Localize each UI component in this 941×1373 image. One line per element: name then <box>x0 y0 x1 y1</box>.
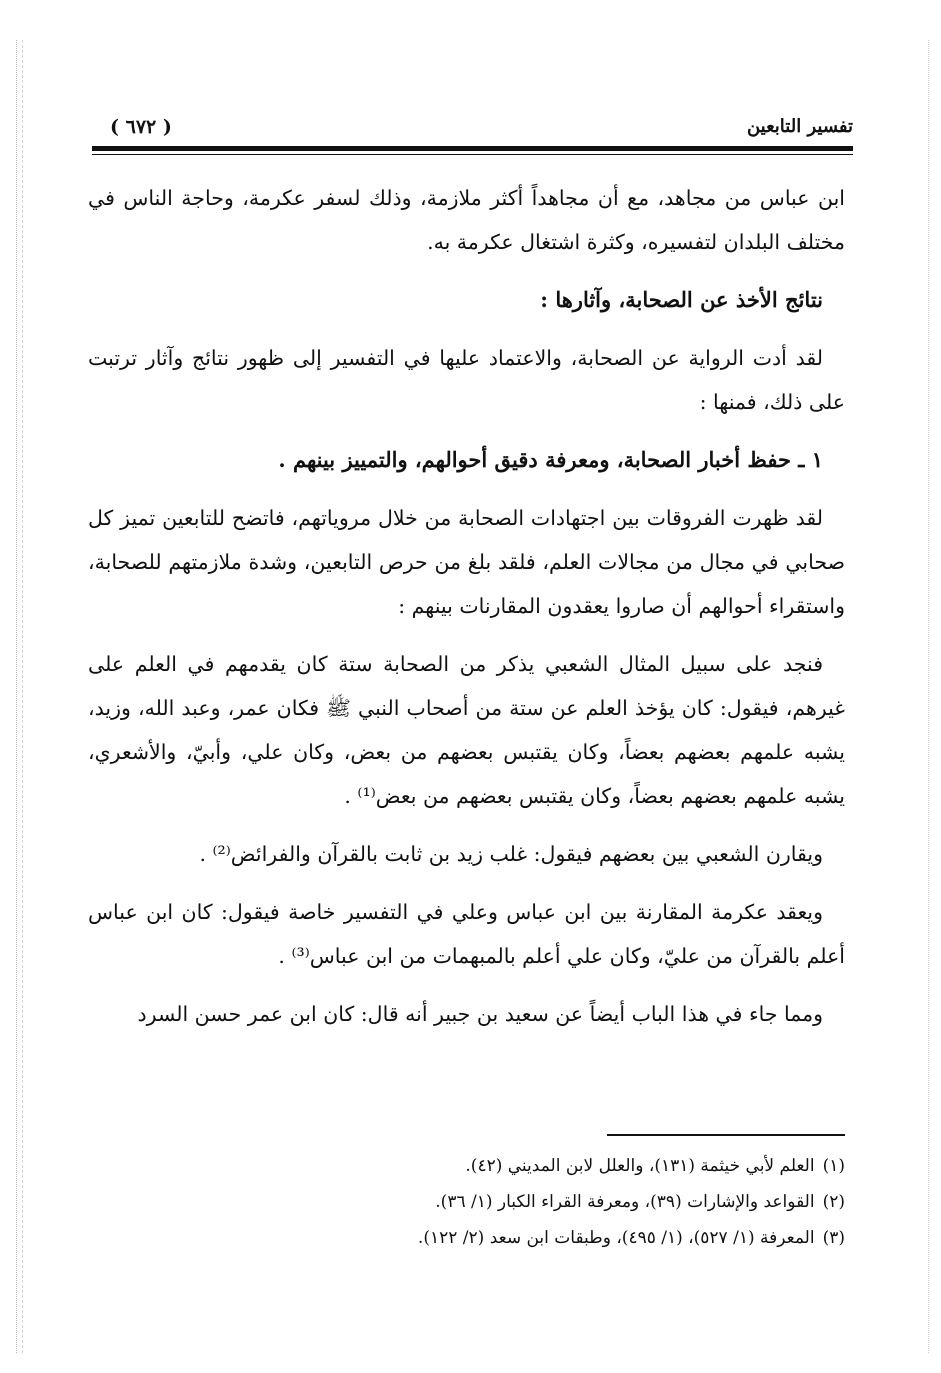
page-header <box>92 112 853 144</box>
footnote-separator <box>607 1134 845 1136</box>
footnote-item <box>200 1184 845 1220</box>
paragraph: ومما جاء في هذا الباب أيضاً عن سعيد بن جبير أنه قال: كان ابن عمر حسن السرد <box>137 1002 823 1026</box>
paragraph: لقد ظهرت الفروقات بين اجتهادات الصحابة من خلال مروياتهم، فاتضح للتابعين تميز كل صحابي في مجال من مجالات العلم، فلقد بلغ من حرص التابعين، وشدة ملازمتهم للصحابة، واستقراء أحوالهم أن صاروا يعقدون المقارنات بينهم : <box>88 506 845 618</box>
paragraph: ويعقد عكرمة المقارنة بين ابن عباس وعلي في التفسير خاصة فيقول: كان ابن عباس أعلم بالقرآن من عليّ، وكان علي أعلم بالمبهمات من ابن عباس⁽³⁾ . <box>88 900 845 968</box>
paragraph: فنجد على سبيل المثال الشعبي يذكر من الصحابة ستة كان يقدمهم في العلم على غيرهم، فيقول: كان يؤخذ العلم عن ستة من أصحاب النبي ﷺ فكان عمر، وعبد الله، وزيد، يشبه علمهم بعضهم بعضاً، وكان يقتبس بعضهم من بعض، وكان علي، وأبيّ، والأشعري، يشبه علمهم بعضهم بعضاً، وكان يقتبس بعضهم من بعض⁽¹⁾ . <box>88 652 845 808</box>
header-rule-thick <box>92 146 853 151</box>
main-text <box>88 176 845 1050</box>
scan-artifact-line <box>928 40 929 1353</box>
running-title: تفسير التابعين <box>746 116 853 137</box>
footnote-number: (١) <box>822 1156 845 1176</box>
footnotes <box>200 1148 845 1256</box>
footnote-number: (٣) <box>822 1228 845 1248</box>
paragraph-continuation: ابن عباس من مجاهد، مع أن مجاهداً أكثر ملازمة، وذلك لسفر عكرمة، وحاجة الناس في مختلف البلدان لتفسيره، وكثرة اشتغال عكرمة به. <box>88 186 845 254</box>
footnote-number: (٢) <box>822 1192 845 1212</box>
footnote-item <box>200 1148 845 1184</box>
section-heading: نتائج الأخذ عن الصحابة، وآثارها : <box>540 287 823 312</box>
footnote-text: القواعد والإشارات (٣٩)، ومعرفة القراء الكبار (١/ ٣٦). <box>435 1192 815 1212</box>
scan-artifact-line <box>22 40 23 1353</box>
page-number: ( ٦٧٢ ) <box>110 116 172 138</box>
scan-artifact-line <box>16 40 17 1353</box>
paragraph: ويقارن الشعبي بين بعضهم فيقول: غلب زيد بن ثابت بالقرآن والفرائض⁽²⁾ . <box>199 842 823 866</box>
numbered-heading: ١ ـ حفظ أخبار الصحابة، ومعرفة دقيق أحوالهم، والتمييز بينهم . <box>278 447 823 472</box>
header-rule-thin <box>92 154 853 155</box>
footnote-item <box>200 1220 845 1256</box>
footnote-text: المعرفة (١/ ٥٢٧)، (١/ ٤٩٥)، وطبقات ابن سعد (٢/ ١٢٢). <box>417 1228 815 1248</box>
paragraph: لقد أدت الرواية عن الصحابة، والاعتماد عليها في التفسير إلى ظهور نتائج وآثار ترتبت على ذلك، فمنها : <box>88 346 845 414</box>
footnote-text: العلم لأبي خيثمة (١٣١)، والعلل لابن المديني (٤٢). <box>465 1156 815 1176</box>
